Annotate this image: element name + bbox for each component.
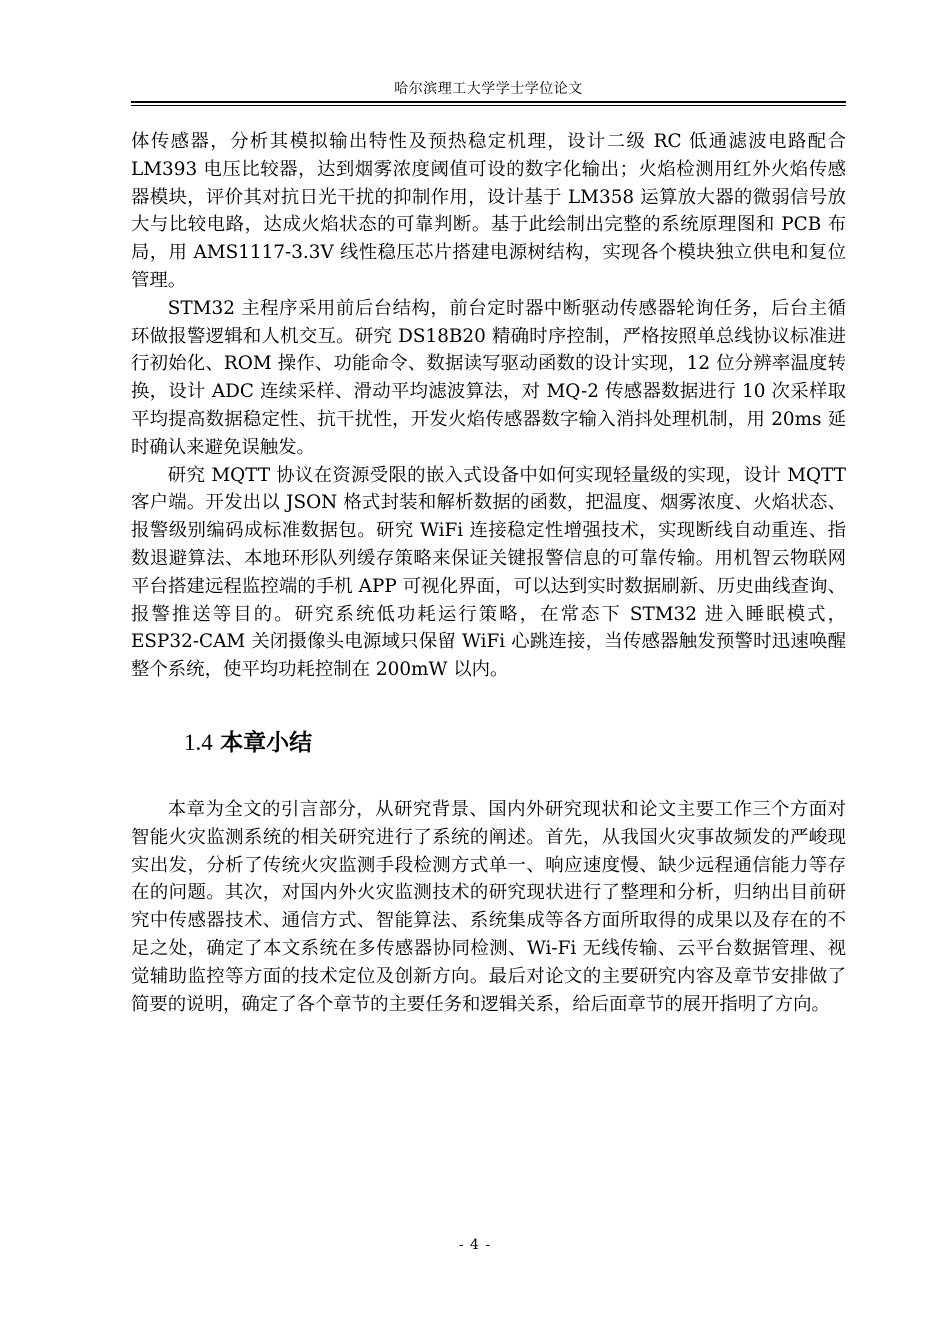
header-rule-thin <box>131 105 846 106</box>
paragraph-stm32-program: STM32 主程序采用前后台结构，前台定时器中断驱动传感器轮询任务，后台主循环做报警逻辑和人机交互。研究 DS18B20 精确时序控制，严格按照单总线协议标准进行初始化、ROM 操作、功能命令、数据读写驱动函数的设计实现，12 位分辨率温度转换，设计 ADC 连续采样、滑动平均滤波算法，对 MQ-2 传感器数据进行 10 次采样取平均提高数据稳定性、抗干扰性，开发火焰传感器数字输入消抖处理机制，用 20ms 延时确认来避免误触发。 <box>131 297 846 458</box>
page-header <box>131 74 846 104</box>
paragraph-mqtt: 研究 MQTT 协议在资源受限的嵌入式设备中如何实现轻量级的实现，设计 MQTT 客户端。开发出以 JSON 格式封装和解析数据的函数，把温度、烟雾浓度、火焰状态、报警级别编码成标准数据包。研究 WiFi 连接稳定性增强技术，实现断线自动重连、指数退避算法、本地环形队列缓存策略来保证关键报警信息的可靠传输。用机智云物联网平台搭建远程监控端的手机 APP 可视化界面，可以达到实时数据刷新、历史曲线查询、报警推送等目的。研究系统低功耗运行策略，在常态下 STM32 进入睡眠模式，ESP32-CAM 关闭摄像头电源域只保留 WiFi 心跳连接，当传感器触发预警时迅速唤醒整个系统，使平均功耗控制在 200mW 以内。 <box>131 464 846 681</box>
section-title: 本章小结 <box>220 730 313 756</box>
page-number: - 4 - <box>458 1237 492 1253</box>
section-heading <box>184 727 312 759</box>
paragraph-continued: 体传感器，分析其模拟输出特性及预热稳定机理，设计二级 RC 低通滤波电路配合 LM393 电压比较器，达到烟雾浓度阈值可设的数字化输出；火焰检测用红外火焰传感器模块，评价其对抗日光干扰的抑制作用，设计基于 LM358 运算放大器的微弱信号放大与比较电路，达成火焰状态的可靠判断。基于此绘制出完整的系统原理图和 PCB 布局，用 AMS1117-3.3V 线性稳压芯片搭建电源树结构，实现各个模块独立供电和复位管理。 <box>131 131 846 291</box>
section-number: 1.4 <box>184 730 213 755</box>
header-rule-thick <box>131 101 846 103</box>
paragraph-chapter-summary: 本章为全文的引言部分，从研究背景、国内外研究现状和论文主要工作三个方面对智能火灾监测系统的相关研究进行了系统的阐述。首先，从我国火灾事故频发的严峻现实出发，分析了传统火灾监测手段检测方式单一、响应速度慢、缺少远程通信能力等存在的问题。其次，对国内外火灾监测技术的研究现状进行了整理和分析，归纳出目前研究中传感器技术、通信方式、智能算法、系统集成等各方面所取得的成果以及存在的不足之处，确定了本文系统在多传感器协同检测、Wi-Fi 无线传输、云平台数据管理、视觉辅助监控等方面的技术定位及创新方向。最后对论文的主要研究内容及章节安排做了简要的说明，确定了各个章节的主要任务和逻辑关系，给后面章节的展开指明了方向。 <box>131 799 846 1015</box>
body-text-top <box>131 128 846 684</box>
header-title: 哈尔滨理工大学学士学位论文 <box>394 81 583 97</box>
body-text-summary <box>131 796 846 1018</box>
